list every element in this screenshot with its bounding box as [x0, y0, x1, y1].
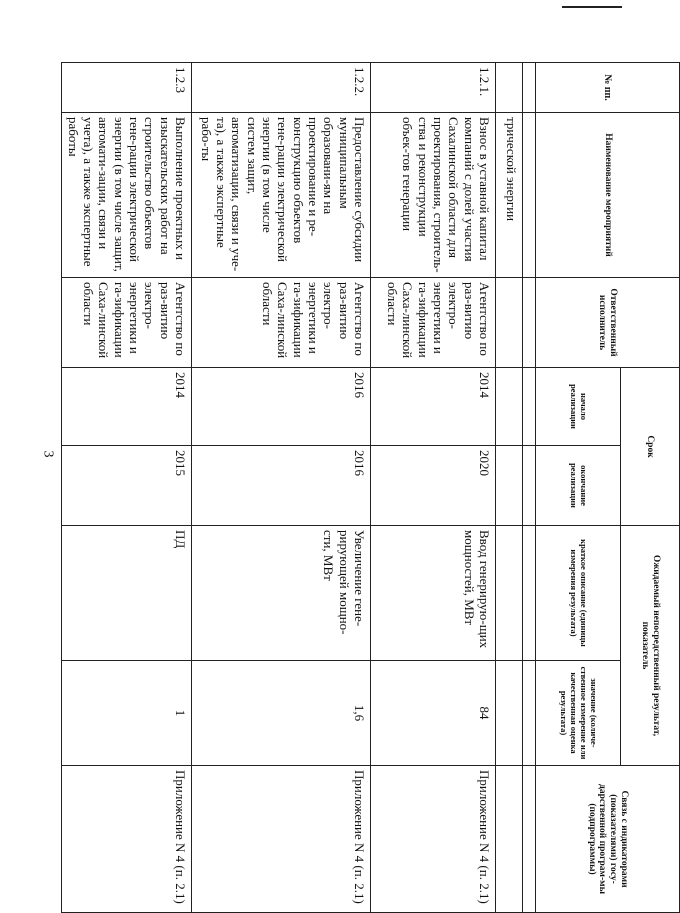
row-num: 1.2.3: [62, 63, 192, 113]
row-desc: Ввод генерирую-щих мощностей, МВт: [371, 526, 496, 661]
table-row: [192, 63, 371, 913]
header-term-end: окончание реализации: [536, 446, 621, 526]
header-term-start: начало реализации: [536, 368, 621, 446]
row-num: 1.2.2.: [192, 63, 371, 113]
row-link: Приложение N 4 (п. 2.1): [371, 766, 496, 913]
program-table: [61, 62, 680, 913]
row-link: Приложение N 4 (п. 2.1): [62, 766, 192, 913]
row-start: 2014: [371, 368, 496, 446]
header-num: № пп.: [536, 63, 680, 113]
row-value: 1: [62, 661, 192, 766]
row-link: Приложение N 4 (п. 2.1): [192, 766, 371, 913]
index-row: [523, 63, 536, 913]
header-result: Ожидаемый непосредственный результат, показатель: [621, 526, 680, 766]
row-executor: Агентство по раз-витию электро-энергетики и га-зификации Саха-линской области: [371, 278, 496, 368]
continuation-row: [496, 63, 523, 913]
row-name: Взнос в уставной капитал компаний с долей участия Сахалинской области для проектирования, строитель-ства и реконструкции объек-тов генерации: [371, 113, 496, 278]
row-end: 2020: [371, 446, 496, 526]
row-executor: Агентство по раз-витию электро-энергетики и га-зификации Саха-линской области: [192, 278, 371, 368]
table-row: [371, 63, 496, 913]
row-executor: Агентство по раз-витию электро-энергетики и га-зификации Саха-линской области: [62, 278, 192, 368]
row-name: Выполнение проектных и изыскательских работ на строительство объектов гене-рации электрической энергии (в том числе защит, автомати-зации, связи и учета), а также экспертные работы: [62, 113, 192, 278]
row-desc: ПД: [62, 526, 192, 661]
row-end: 2015: [62, 446, 192, 526]
header-term: Срок: [621, 368, 680, 526]
row-value: 1,6: [192, 661, 371, 766]
row-start: 2016: [192, 368, 371, 446]
header-name: Наименование мероприятий: [536, 113, 680, 278]
row-num: 1.2.1.: [371, 63, 496, 113]
header-link: Связь с индикаторами (показателями) госу-дарственной програм-мы (подпрограммы): [536, 766, 680, 913]
continuation-text: трической энергии: [496, 113, 523, 278]
header-executor: Ответственный исполнитель: [536, 278, 680, 368]
row-end: 2016: [192, 446, 371, 526]
row-start: 2014: [62, 368, 192, 446]
page-number: 3: [40, 450, 56, 458]
row-value: 84: [371, 661, 496, 766]
header-result-desc: краткое описание (единицы измерения результата): [536, 526, 621, 661]
table-row: [62, 63, 192, 913]
row-name: Предоставление субсидии муниципальным образовани-ям на проектирование и ре-конструкцию объектов гене-рации электрической энергии (в том числе систем защит, автоматизации, связи и уче-та), а также экспертные рабо-ты: [192, 113, 371, 278]
header-result-value: значение (количе-ственное измерение или качественная оценка результата): [536, 661, 621, 766]
top-edge-line: [562, 6, 622, 8]
rotated-page: [65, 62, 680, 912]
row-desc: Увеличение гене-рирующей мощно-сти, МВт: [192, 526, 371, 661]
